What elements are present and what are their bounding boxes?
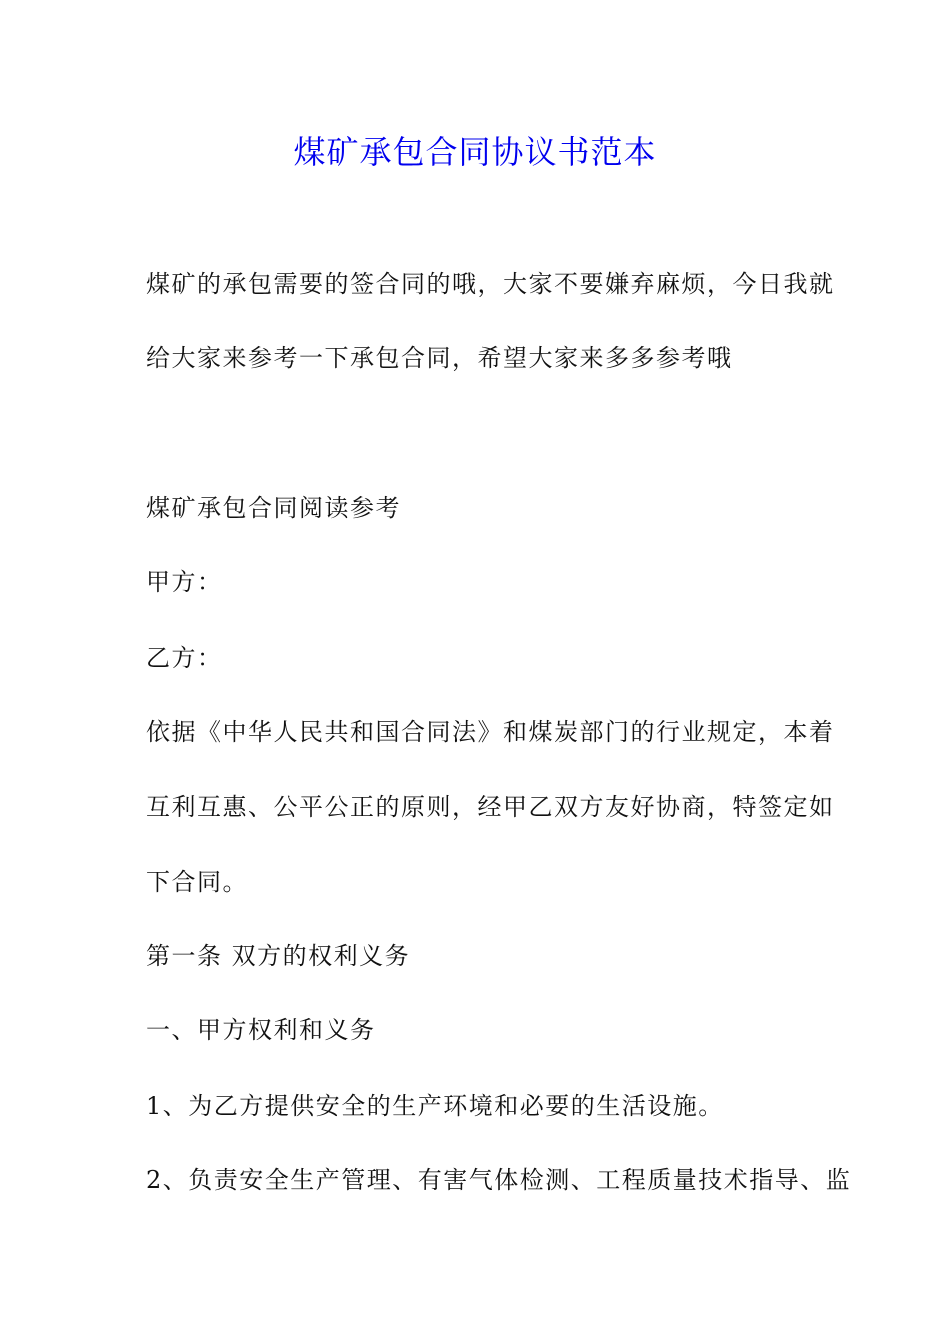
preamble-line-2: 互利互惠、公平公正的原则，经甲乙双方友好协商，特签定如 [146, 793, 835, 821]
clause-2: 2、负责安全生产管理、有害气体检测、工程质量技术指导、监 [146, 1166, 852, 1194]
clause-1: 1、为乙方提供安全的生产环境和必要的生活设施。 [146, 1092, 724, 1120]
section-heading: 煤矿承包合同阅读参考 [146, 494, 401, 522]
preamble-line-1: 依据《中华人民共和国合同法》和煤炭部门的行业规定，本着 [146, 718, 835, 746]
party-a-line: 甲方： [146, 568, 223, 596]
intro-line-1: 煤矿的承包需要的签合同的哦，大家不要嫌弃麻烦，今日我就 [146, 270, 835, 298]
article-one-heading: 第一条 双方的权利义务 [146, 942, 411, 970]
party-a-rights-heading: 一、甲方权利和义务 [146, 1016, 376, 1044]
document-title: 煤矿承包合同协议书范本 [293, 133, 657, 171]
preamble-line-3: 下合同。 [146, 868, 248, 896]
party-b-line: 乙方： [146, 644, 223, 672]
intro-line-2: 给大家来参考一下承包合同，希望大家来多多参考哦 [146, 344, 733, 372]
